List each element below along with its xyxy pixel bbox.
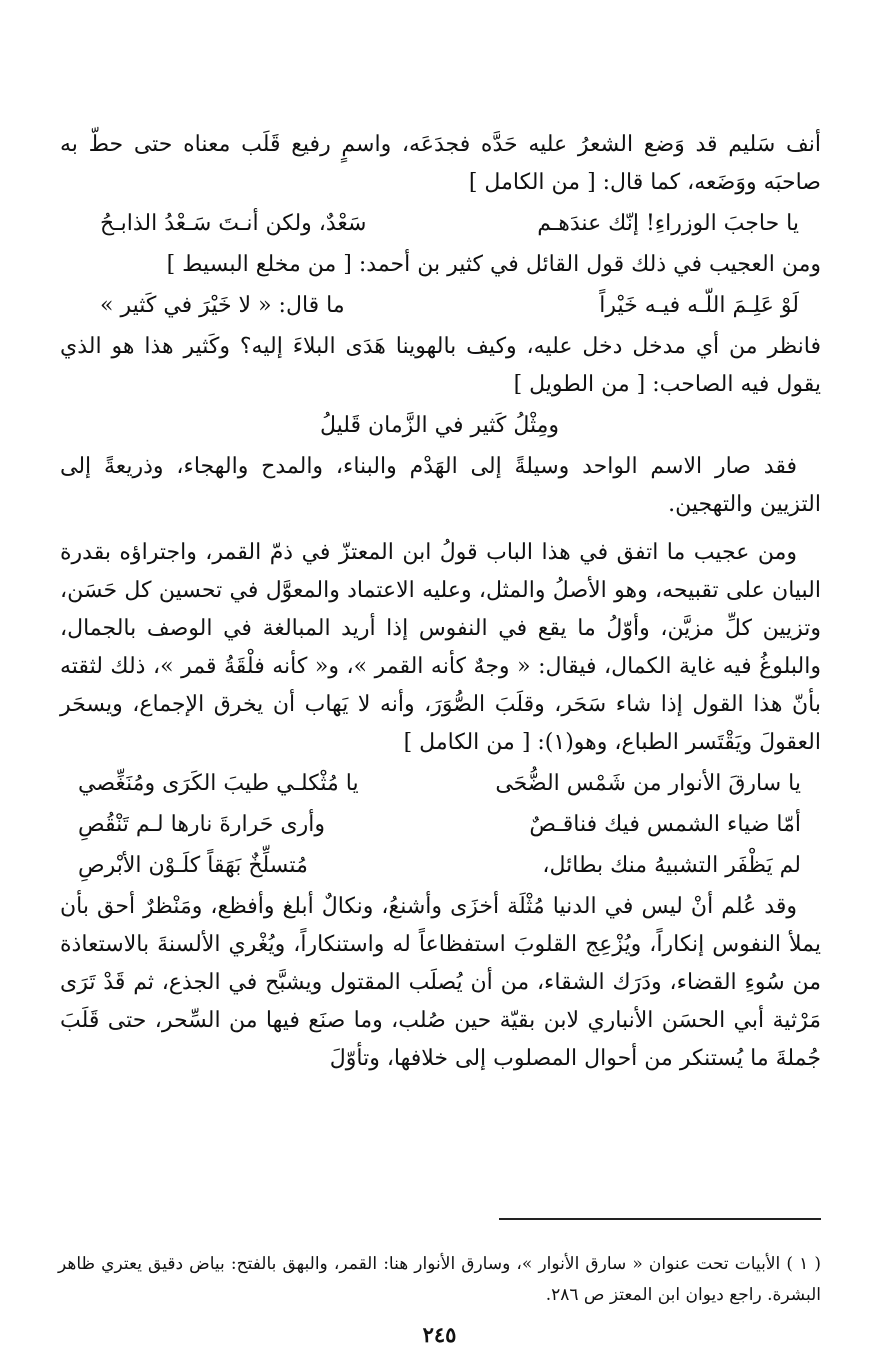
verse-1-first-hemistich: يا حاجبَ الوزراءِ! إنّك عندَهـم (537, 211, 799, 236)
poem-verse-3-second: مُتسلِّخٌ بَهَقاً كلَـوْن الأبْرصِ (78, 853, 308, 878)
verse-2-first-hemistich: لَوْ عَلِـمَ اللّـه فيـه خَيْراً (599, 293, 799, 318)
verse-2-second-hemistich: ما قال: « لا خَيْرَ في كَثير » (100, 293, 345, 318)
verse-1-second-hemistich: سَعْدٌ، ولكن أنـتَ سَـعْدُ الذابـحُ (100, 211, 367, 236)
poem-verse-1-first: يا سارقَ الأنوار من شَمْس الضُّحَى (495, 771, 801, 796)
footnote: ( ١ ) الأبيات تحت عنوان « سارق الأنوار »، وسارق الأنوار هنا: القمر، والبهق بالفتح: بياض دقيق يعتري ظاهر البشرة. راجع ديوان ابن المعتز ص ٢٨٦. (58, 1254, 821, 1305)
verse-2 (60, 287, 821, 325)
page-number: ٢٤٥ (422, 1322, 457, 1347)
verse-3-hemistich: ومِثْلُ كَثير في الزَّمان قَليلُ (319, 413, 560, 438)
paragraph-3: فانظر من أي مدخل دخل عليه، وكيف بالهوينا هَدَى البلاءَ إليه؟ وكَثير هذا هو الذي يقول فيه الصاحب: [ من الطويل ] (60, 334, 821, 397)
poem-verse-1 (60, 765, 821, 803)
paragraph-5: ومن عجيب ما اتفق في هذا الباب قولُ ابن المعتزّ في ذمّ القمر، واجتراؤه بقدرة البيان على تقبيحه، وهو الأصلُ والمثل، وعليه الاعتماد والمعوَّل في تحسين كل حَسَن، وتزيين كلِّ مزيَّن، وأوّلُ ما يقع في النفوس إذا أريد المبالغة في الوصف بالجمال، والبلوغُ فيه غاية الكمال، فيقال: « وجهٌ كأنه القمر »، و« كأنه فلْقَةُ قمر »، ذلك لثقته بأنّ هذا القول إذا شاء سَحَر، وقلَبَ الصُّوَرَ، وأنه لا يَهاب أن يخرق الإجماع، ويسحَر العقولَ ويَقْتَسر الطباع، وهو(١): [ من الكامل ] (60, 540, 821, 755)
verse-3 (60, 407, 821, 445)
verse-1 (60, 205, 821, 243)
main-text (60, 126, 821, 1078)
paragraph-4: فقد صار الاسم الواحد وسيلةً إلى الهَدْم والبناء، والمدح والهجاء، وذريعةً إلى التزيين والتهجين. (60, 454, 821, 517)
poem-verse-2-first: أمّا ضياء الشمس فيك فناقـصٌ (529, 812, 801, 837)
footnote-separator (499, 1218, 821, 1220)
poem-verse-2-second: وأرى حَرارةَ نارها لـم تَنْقُصِ (78, 812, 325, 837)
poem-verse-3 (60, 847, 821, 885)
poem-verse-2 (60, 806, 821, 844)
paragraph-1: أنف سَليم قد وَضع الشعرُ عليه حَدَّه فجدَعَه، واسمٍ رفيع قَلَب معناه حتى حطّ به صاحبَه ووَضَعه، كما قال: [ من الكامل ] (60, 132, 821, 195)
poem-verse-3-first: لم يَظْفَر التشبيهُ منك بطائل، (542, 853, 801, 878)
paragraph-6: وقد عُلم أنْ ليس في الدنيا مُثْلَة أخزَى وأشنعُ، ونكالٌ أبلغ وأفظع، ومَنْظرٌ أحق بأن يملأ النفوس إنكاراً، ويُزْعِج القلوبَ استفظاعاً له واستنكاراً، ويُغْري الألسنةَ بالاستعاذة من سُوءِ القضاء، ودَرَك الشقاء، من أن يُصلَب المقتول ويشبَّح في الجذع، ثم قَدْ تَرَى مَرْثية أبي الحسَن الأنباري لابن بقيّة حين صُلب، وما صنَع فيها من السِّحر، حتى قَلَبَ جُملةَ ما يُستنكر من أحوال المصلوب إلى خلافها، وتأوّلَ (60, 894, 821, 1071)
poem-verse-1-second: يا مُثْكلـي طيبَ الكَرَى ومُنَغِّصي (78, 771, 359, 796)
paragraph-2: ومن العجيب في ذلك قول القائل في كثير بن أحمد: [ من مخلع البسيط ] (166, 252, 821, 277)
